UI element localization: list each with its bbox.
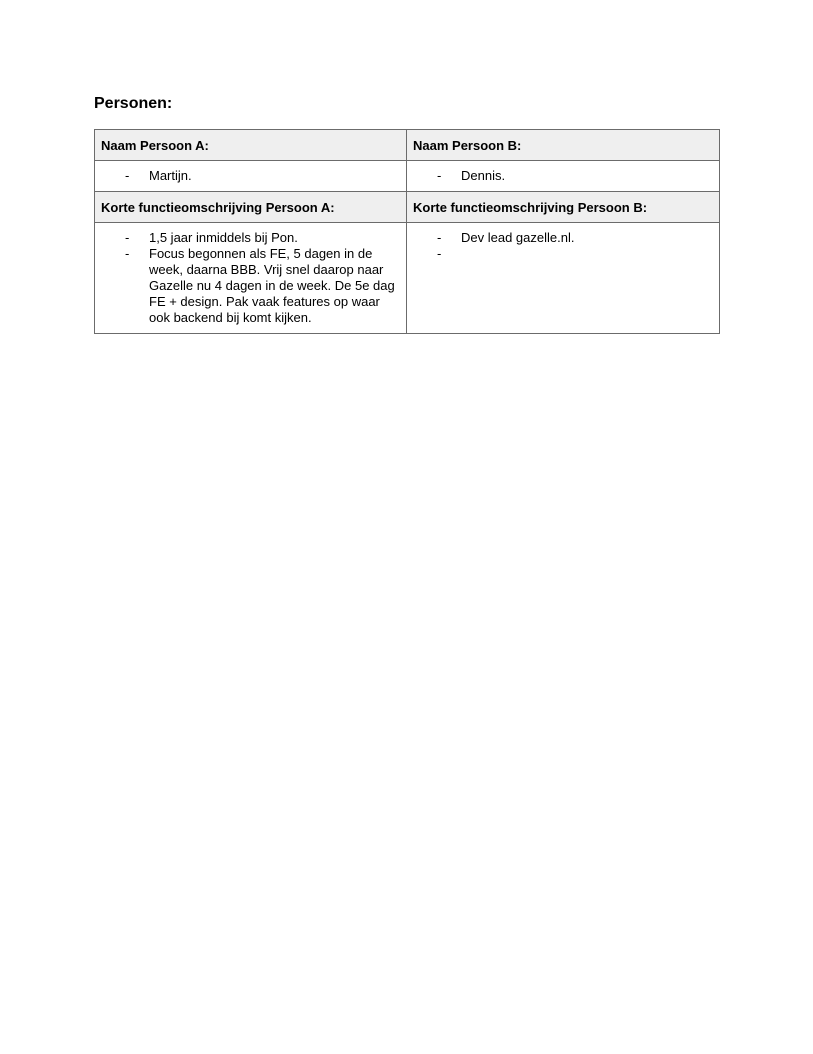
list-item bbox=[101, 168, 400, 184]
list-item bbox=[413, 230, 713, 246]
name-row bbox=[95, 161, 720, 192]
name-header-a: Naam Persoon A: bbox=[95, 130, 407, 161]
name-list-a bbox=[101, 168, 400, 184]
dash-bullet: - bbox=[437, 168, 442, 183]
dash-bullet: - bbox=[437, 246, 442, 261]
name-list-b bbox=[413, 168, 713, 184]
name-cell-a bbox=[95, 161, 407, 192]
name-header-row bbox=[95, 130, 720, 161]
persons-table bbox=[94, 129, 720, 334]
page-heading: Personen: bbox=[94, 95, 173, 112]
dash-bullet: - bbox=[437, 230, 442, 245]
dash-bullet: - bbox=[125, 168, 130, 183]
desc-list-a bbox=[101, 230, 400, 326]
name-header-b: Naam Persoon B: bbox=[407, 130, 720, 161]
desc-a-item-2: Focus begonnen als FE, 5 dagen in de week, daarna BBB. Vrij snel daarop naar Gazelle nu 4 dagen in de week. De 5e dag FE + design. Pak vaak features op waar ook backend bij komt kijken. bbox=[149, 246, 395, 325]
person-a-name: Martijn. bbox=[149, 168, 192, 183]
desc-cell-b bbox=[407, 223, 720, 334]
desc-header-row bbox=[95, 192, 720, 223]
dash-bullet: - bbox=[125, 246, 130, 261]
desc-b-item-1: Dev lead gazelle.nl. bbox=[461, 230, 575, 245]
desc-row bbox=[95, 223, 720, 334]
dash-bullet: - bbox=[125, 230, 130, 245]
desc-cell-a bbox=[95, 223, 407, 334]
desc-header-a: Korte functieomschrijving Persoon A: bbox=[95, 192, 407, 223]
desc-header-b: Korte functieomschrijving Persoon B: bbox=[407, 192, 720, 223]
list-item bbox=[101, 246, 400, 326]
list-item bbox=[413, 168, 713, 184]
name-cell-b bbox=[407, 161, 720, 192]
list-item bbox=[101, 230, 400, 246]
desc-a-item-1: 1,5 jaar inmiddels bij Pon. bbox=[149, 230, 298, 245]
desc-list-b bbox=[413, 230, 713, 262]
person-b-name: Dennis. bbox=[461, 168, 506, 183]
list-item bbox=[413, 246, 713, 262]
